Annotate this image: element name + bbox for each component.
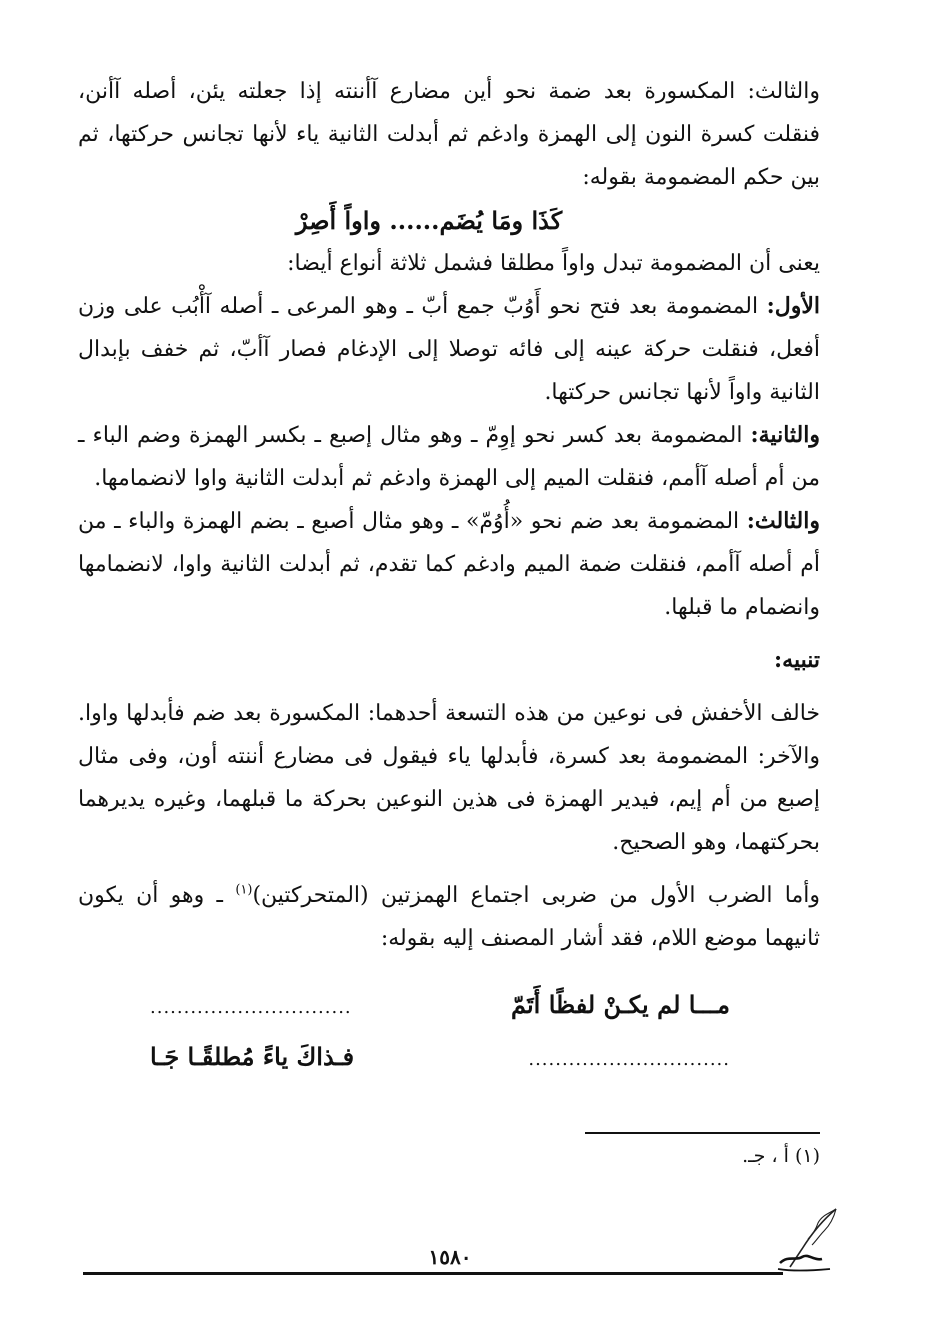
- footnote: (١) أ ، جـ.: [742, 1145, 820, 1167]
- paragraph-third-type: [78, 500, 820, 629]
- paragraph-lead: الأول:: [766, 293, 820, 319]
- page-number: ١٥٨٠: [428, 1245, 472, 1269]
- bottom-rule: [83, 1272, 783, 1275]
- poem-ellipsis: ..............................: [150, 997, 352, 1018]
- paragraph-second-type: [78, 414, 820, 500]
- main-text: [78, 70, 820, 960]
- spacer: [78, 682, 820, 692]
- spacer: [78, 629, 820, 639]
- paragraph-body: ـ وهو أن يكون ثانيهما موضع اللام، فقد أشار المصنف إليه بقوله:: [78, 883, 820, 951]
- paragraph-body: المضمومة بعد ضم نحو «أُوُمّ» ـ وهو مثال أصبع ـ بضم الهمزة والباء ـ من أم أصله آأمم، فنقلت ضمة الميم وادغم كما تقدم، ثم أبدلت الثانية واوا، لانضمامها وانضمام ما قبلها.: [78, 509, 820, 620]
- poem-line: [150, 990, 730, 1042]
- footnote-reference[interactable]: (١): [235, 882, 253, 898]
- poem-hemistich: فـذاكَ ياءً مُطلقًـا جَـا: [150, 1042, 355, 1071]
- poem-verse: [150, 990, 730, 1094]
- paragraph-third-kasra: والثالث: المكسورة بعد ضمة نحو أين مضارع آأننته إذا جعلته يئن، أصله آأنن، فنقلت كسرة النون إلى الهمزة وادغم ثم أبدلت الثانية ياء لأنها تجانس حركتها، ثم بين حكم المضمومة بقوله:: [78, 79, 820, 190]
- paragraph-first-type: [78, 285, 820, 414]
- poem-line: [150, 1042, 730, 1094]
- paragraph-lead: والثالث:: [746, 508, 820, 534]
- paragraph-lead: والثانية:: [750, 422, 820, 448]
- section-heading-tanbih: تنبيه:: [774, 647, 820, 673]
- verse-line: كَذَا ومَا يُضَم...... واواً أَصِرْ: [295, 206, 563, 235]
- paragraph-body: وأما الضرب الأول من ضربى اجتماع الهمزتين (المتحركتين): [252, 883, 820, 908]
- poem-ellipsis: ..............................: [528, 1049, 730, 1070]
- paragraph-body: المضمومة بعد فتح نحو أَوُبّ جمع أبّ ـ وهو المرعى ـ أصله آأْبُب على وزن أفعل، فنقلت حركة عينه إلى فائه توصلا إلى الإدغام فصار آأبّ، ثم خفف بإبدال الثانية واواً لأنها تجانس حركتها.: [78, 294, 820, 405]
- paragraph-first-class: [78, 874, 820, 960]
- spacer: [78, 864, 820, 874]
- paragraph-damma-intro: يعنى أن المضمومة تبدل واواً مطلقا فشمل ثلاثة أنواع أيضا:: [287, 251, 820, 276]
- quill-pen-icon: [774, 1205, 840, 1273]
- poem-hemistich: مـــا لم يكـنْ لفظًا أَتَمّ: [511, 990, 730, 1019]
- paragraph-akhfash: خالف الأخفش فى نوعين من هذه التسعة أحدهما: المكسورة بعد ضم فأبدلها واوا. والآخر: المضمومة بعد كسرة، فأبدلها ياء فيقول فى مضارع أننته أون، وفى مثال إصبع من أم إيم، فيدير الهمزة فى هذين النوعين بحركة ما قبلهما، وغيره يديرهما بحركتهما، وهو الصحيح.: [78, 701, 820, 855]
- footnote-separator: [585, 1132, 820, 1134]
- paragraph-body: المضمومة بعد كسر نحو إوِمّ ـ وهو مثال إصبع ـ بكسر الهمزة وضم الباء ـ من أم أصله آأمم، فنقلت الميم إلى الهمزة وادغم ثم أبدلت الثانية واوا لانضمامها.: [78, 423, 820, 491]
